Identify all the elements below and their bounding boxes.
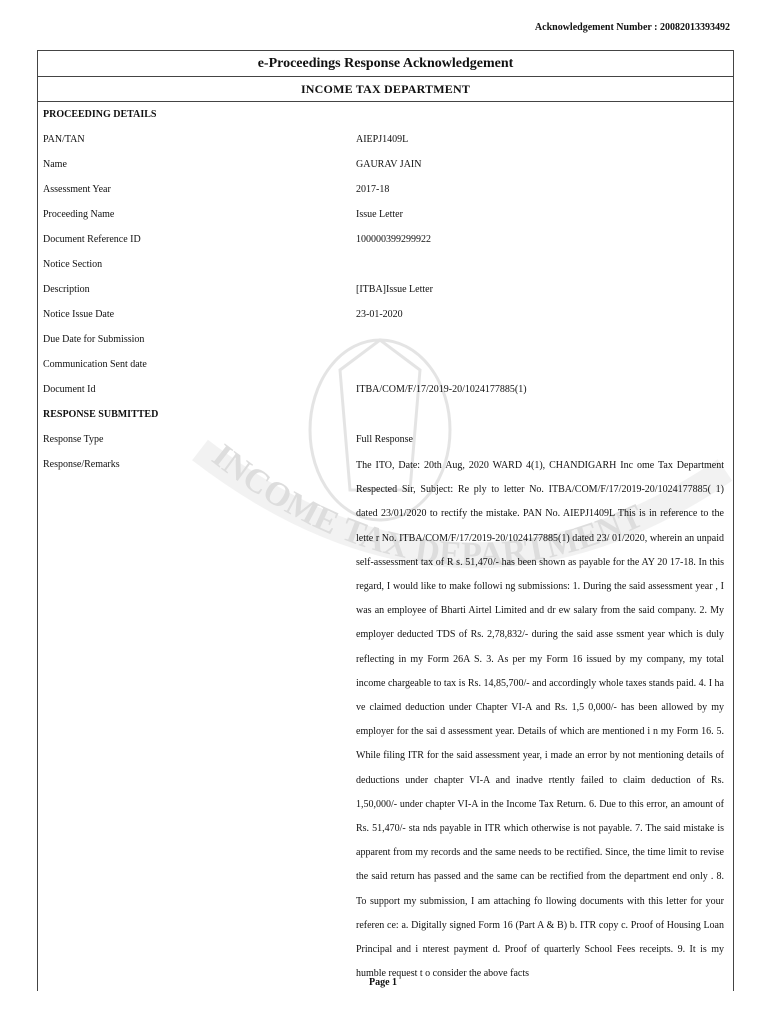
document-reference-row	[38, 227, 733, 252]
communication-sent-row	[38, 352, 733, 377]
due-date-row	[38, 327, 733, 352]
proceeding-name-value: Issue Letter	[356, 209, 403, 220]
response-remarks-text: The ITO, Date: 20th Aug, 2020 WARD 4(1), CHANDIGARH Inc ome Tax Department Respected Sir, Subject: Re ply to letter No. ITBA/COM/F/17/2019-20/1024177885( 1) dated 23/01/2020 to rectify the mistake. PAN No. AIEPJ1409L This is in reference to the lette r No. ITBA/COM/F/17/2019-20/1024177885(1) dated 23/ 01/2020, wherein an unpaid self-assessment tax of R s. 51,470/- has been shown as payable for the AY 20 17-18. In this regard, I would like to make followi ng submissions: 1. During the said assessment year , I was an employee of Bharti Airtel Limited and dr ew salary from the said company. 2. My employer deducted TDS of Rs. 2,78,832/- during the said asse ssment year which is duly reflecting in my Form 26A S. 3. As per my Form 16 issued by my company, my total income chargeable to tax is Rs. 14,85,700/- and accordingly whole taxes stands paid. 4. I ha ve claimed deduction under Chapter VI-A and Rs. 1,5 0,000/- has been allowed by my employer for the sai d assessment year. Details of which are mentioned i n my Form 16. 5. While filing ITR for the said assessment year, i made an error by not mentioning details of deductions under chapter VI-A and inadve rtently failed to claim deduction of Rs. 1,50,000/- under chapter VI-A in the Income Tax Return. 6. Due to this error, an amount of Rs. 51,470/- sta nds payable in ITR which otherwise is not payable. 7. The said mistake is apparent from my records and the same needs to be rectified. Since, the time limit to revise the said return has passed and the same can be rectified from the department end only . 8. To support my submission, I am attaching fo llowing documents with this letter for your referen ce: a. Digitally signed Form 16 (Part A & B) b. ITR copy c. Proof of Housing Loan Principal and i nterest payment d. Proof of quarterly School Fees receipts. 9. It is my humble request t o consider the above facts	[356, 460, 724, 980]
acknowledgement-number: Acknowledgement Number : 20082013393492	[534, 22, 730, 33]
pan-row	[38, 127, 733, 152]
name-label: Name	[43, 159, 67, 170]
watermark-text: INCOME TAX DEPARTMENT	[205, 437, 649, 574]
department-name: INCOME TAX DEPARTMENT	[38, 77, 733, 102]
description-label: Description	[43, 284, 90, 295]
assessment-year-row	[38, 177, 733, 202]
response-remarks-label: Response/Remarks	[43, 459, 120, 470]
acknowledgement-table	[37, 50, 734, 991]
notice-issue-date-label: Notice Issue Date	[43, 309, 115, 320]
document-id-row	[38, 377, 733, 402]
document-reference-label: Document Reference ID	[43, 234, 141, 245]
response-type-label: Response Type	[43, 434, 104, 445]
document-title: e-Proceedings Response Acknowledgement	[38, 51, 733, 77]
assessment-year-label: Assessment Year	[43, 184, 111, 195]
pan-label: PAN/TAN	[43, 134, 85, 145]
due-date-label: Due Date for Submission	[43, 334, 145, 345]
response-type-row	[38, 427, 733, 452]
document-reference-value: 100000399299922	[356, 234, 431, 245]
description-value: [ITBA]Issue Letter	[356, 284, 433, 295]
notice-section-row	[38, 252, 733, 277]
document-id-label: Document Id	[43, 384, 96, 395]
document-id-value: ITBA/COM/F/17/2019-20/1024177885(1)	[356, 384, 527, 395]
notice-section-label: Notice Section	[43, 259, 103, 270]
response-submitted-heading: RESPONSE SUBMITTED	[43, 409, 159, 420]
proceeding-name-row	[38, 202, 733, 227]
name-row	[38, 152, 733, 177]
pan-value: AIEPJ1409L	[356, 134, 409, 145]
notice-issue-date-value: 23-01-2020	[356, 309, 403, 320]
name-value: GAURAV JAIN	[356, 159, 422, 170]
proceeding-details-heading: PROCEEDING DETAILS	[43, 109, 157, 120]
notice-issue-date-row	[38, 302, 733, 327]
response-type-value: Full Response	[356, 434, 413, 445]
communication-sent-label: Communication Sent date	[43, 359, 147, 370]
description-row	[38, 277, 733, 302]
proceeding-name-label: Proceeding Name	[43, 209, 115, 220]
page-number: Page 1	[369, 977, 398, 988]
assessment-year-value: 2017-18	[356, 184, 390, 195]
